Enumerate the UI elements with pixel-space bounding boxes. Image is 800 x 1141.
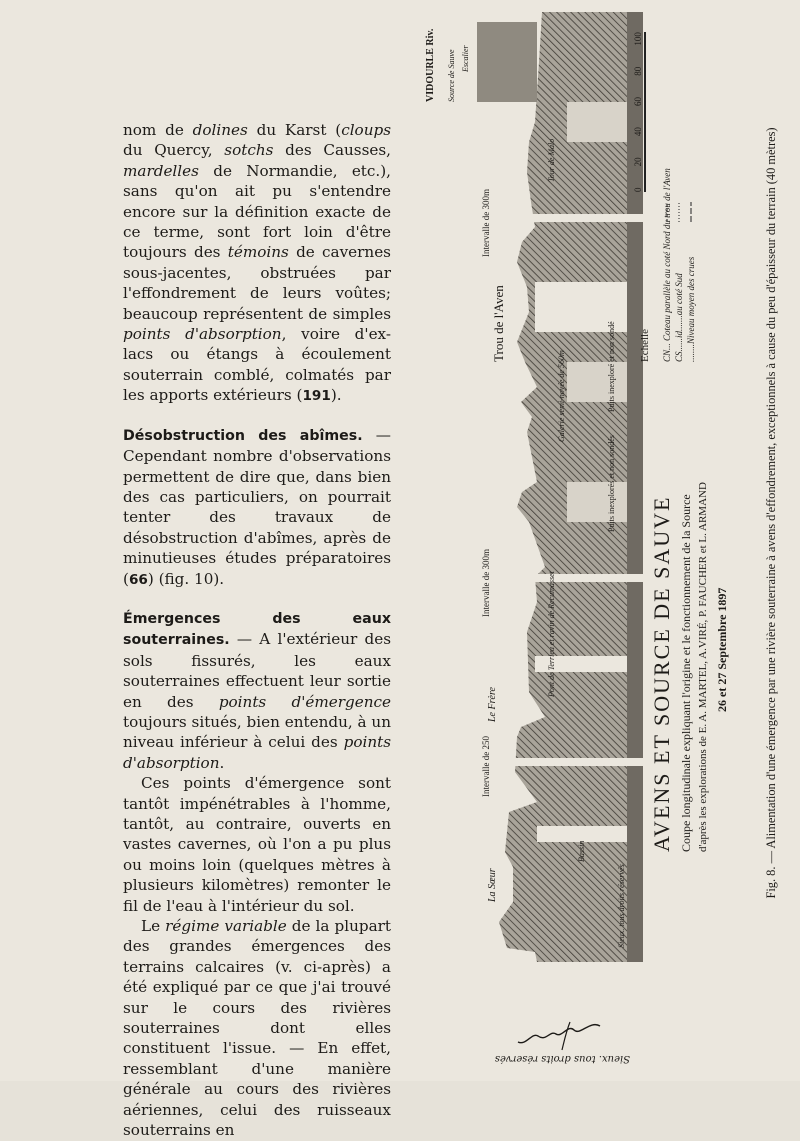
label-escalier: Escalier bbox=[461, 45, 470, 72]
label-vidourle: VIDOURLE Riv. bbox=[425, 28, 436, 102]
figure-caption: Fig. 8. — Alimentation d'une émergence par une rivière souterraine à avens d'effondrement, exceptionnels à cause du peu d'épaisseur du terrain (40 mètres) bbox=[764, 127, 778, 899]
label-galerie: Galerie semi-noyée de 560m bbox=[557, 350, 566, 442]
interval-gap-2 bbox=[497, 574, 643, 582]
label-puits-2: Puits inexploré et non sondé bbox=[607, 321, 616, 412]
paragraph-desobstruction: Désobstruction des abîmes. — Cependant nombre d'observations permettent de dire que, dans bien des cas particuliers, on pourrait tenter des travaux de désobstruction d'abîmes, après de minutieuses études préparatoires (66) (fig. 10). bbox=[123, 425, 391, 588]
label-source-sauve: Source de Sauve bbox=[447, 49, 456, 102]
paragraph-regime: Le régime variable de la plupart des grandes émergences des terrains calcaires (v. ci-après) a été expliqué par ce que j'ai trouvé sur le cours des rivières souterraines dont elles constituent l'issue. — En effet, ressemblant d'une manière générale au cours des rivières aériennes, celui des ruisseaux souterrains en bbox=[123, 917, 392, 1140]
interval-gap-3 bbox=[497, 214, 643, 222]
label-interval-250: Intervalle de 250 bbox=[481, 736, 491, 797]
aven-shaft-soeur bbox=[537, 826, 627, 842]
ref-66: 66 bbox=[128, 571, 148, 588]
rights-stamp: Sieux. tous droits réservés bbox=[494, 1053, 630, 1064]
unexplored-well-2 bbox=[567, 362, 627, 402]
legend-cn: CN... Coteau parallèle au coté Nord du trou de l'Aven bbox=[662, 168, 672, 362]
ref-191: 191 bbox=[302, 388, 331, 405]
label-bassin: Bassin bbox=[577, 840, 586, 862]
paragraph-dolines: nom de dolines du Karst (cloups du Quercy, sotchs des Causses, mardelles de Normandie, etc.), sans qu'on ait pu s'entendre encore sur la définition exacte de ce terme, sont fort loin d'être toujours des témoins de cavernes sous-jacentes, obstruées par l'effondrement de leurs voûtes; beaucoup représentent de simples points d'absorption, voire d'ex-lacs ou étangs à écoulement souterrain comblé, colmatés par les apports extérieurs (191). bbox=[123, 121, 391, 405]
figure-subtitle: Coupe longitudinale expliquant l'origine et le fonctionnement de la Source bbox=[679, 494, 693, 852]
figure-signature: Sieux. tous droits réservés bbox=[617, 864, 626, 948]
section-heading: Émergences des eaux souterraines. bbox=[123, 610, 391, 649]
figure-cross-section bbox=[417, 12, 751, 962]
unexplored-well-1 bbox=[567, 482, 627, 522]
legend-crues: ........Niveau moyen des crues bbox=[686, 256, 696, 362]
label-interval-300-a: Intervalle de 300m bbox=[481, 549, 491, 617]
paragraph-points: Ces points d'émergence sont tantôt impénétrables à l'homme, tantôt, au contraire, ouverts en vastes cavernes, où l'on a pu plus ou moins loin (quelques mètres à plusieurs kilomètres) remonter le fil de l'eau à l'intérieur du sol. bbox=[123, 774, 391, 915]
text-column bbox=[123, 120, 391, 1141]
scale-ticks: 0 20 40 60 80 100 bbox=[633, 32, 643, 192]
label-le-frere: Le Frère bbox=[487, 687, 498, 722]
source-outlet bbox=[567, 102, 627, 142]
label-la-soeur: La Sœur bbox=[487, 868, 498, 902]
section-heading: Désobstruction des abîmes. bbox=[123, 427, 363, 444]
label-pont-terrieu: Pont de Terrieu et ravin de Recumasset bbox=[547, 571, 556, 697]
figure-title: AVENS ET SOURCE DE SAUVE bbox=[649, 495, 674, 852]
paragraph-emergences: Émergences des eaux souterraines. — A l'extérieur des sols fissurés, les eaux souterraines effectuent leur sortie en des points d'émergence toujours situés, bien entendu, à un niveau inférieur à celui des points d'absorption. bbox=[123, 610, 391, 772]
label-tour-malo: Tour de Malo bbox=[547, 138, 556, 182]
label-interval-300-b: Intervalle de 300m bbox=[481, 189, 491, 257]
interval-gap-1 bbox=[497, 758, 643, 766]
legend-cs: CS......id.......au coté Sud bbox=[674, 273, 684, 362]
figure-authors: d'après les explorations de E. A. MARTEL, A.VIRÉ, P. FAUCHER et L. ARMAND bbox=[697, 482, 709, 852]
figure-dates: 26 et 27 Septembre 1897 bbox=[715, 587, 729, 712]
label-puits-1: Puits inexplorés et non sondés bbox=[607, 435, 616, 532]
village-sauve bbox=[477, 22, 537, 102]
scale-label: Echelle bbox=[639, 329, 651, 362]
label-trou-aven: Trou de l'Aven bbox=[491, 285, 506, 362]
